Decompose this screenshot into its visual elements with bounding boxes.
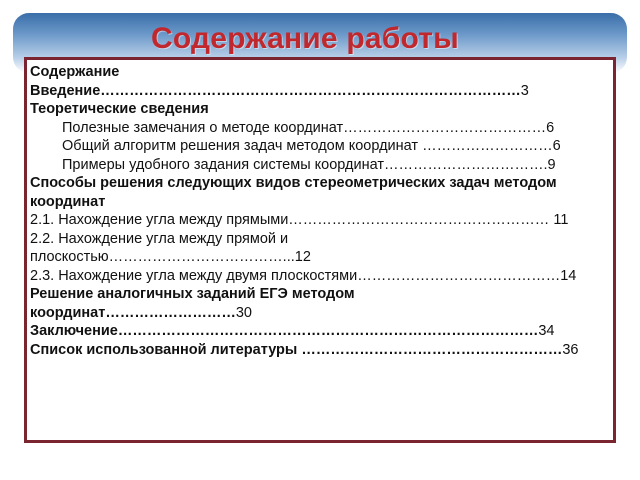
toc-item-conclusion-page: 34 — [538, 323, 555, 339]
toc-item-solution-text: Решение аналогичных заданий ЕГЭ методом координат……………………… — [30, 286, 355, 321]
page-title: Содержание работы — [151, 22, 459, 55]
toc-item-solution-page: 30 — [235, 304, 252, 321]
toc-item-conclusion — [30, 322, 614, 341]
toc-heading: Содержание — [30, 64, 120, 80]
toc-item-references-text: Список использованной литературы ……………………………………………… — [30, 341, 563, 358]
toc-subitem-algorithm: Общий алгоритм решения задач методом координат ………………………6 — [62, 138, 561, 154]
toc-item-2-2: 2.2. Нахождение угла между прямой и плоскостью………………………………...12 — [30, 230, 311, 265]
toc-subitem-remarks: Полезные замечания о методе координат……………………………………6 — [62, 119, 555, 136]
toc-item-intro-page: 3 — [520, 82, 529, 99]
toc-item-references-page: 36 — [562, 341, 579, 358]
toc-item-references — [30, 341, 614, 360]
toc-section-theory: Теоретические сведения — [30, 101, 209, 117]
toc-item-solution — [30, 285, 410, 322]
toc-item-intro-text: Введение…………………………………………………………………………… — [30, 82, 521, 99]
toc-item-2-3: 2.3. Нахождение угла между двумя плоскостями……………………………………14 — [30, 267, 577, 284]
toc-subitem-examples: Примеры удобного задания системы координат…………………………….9 — [62, 156, 556, 173]
toc-item-2-1: 2.1. Нахождение угла между прямыми……………………………………………… 11 — [30, 212, 569, 228]
toc-section-methods: Способы решения следующих видов стереометрических задач методом координат — [30, 175, 557, 210]
table-of-contents — [30, 63, 614, 359]
toc-item-intro — [30, 82, 614, 101]
toc-item-conclusion-text: Заключение…………………………………………………………………………… — [30, 323, 539, 339]
